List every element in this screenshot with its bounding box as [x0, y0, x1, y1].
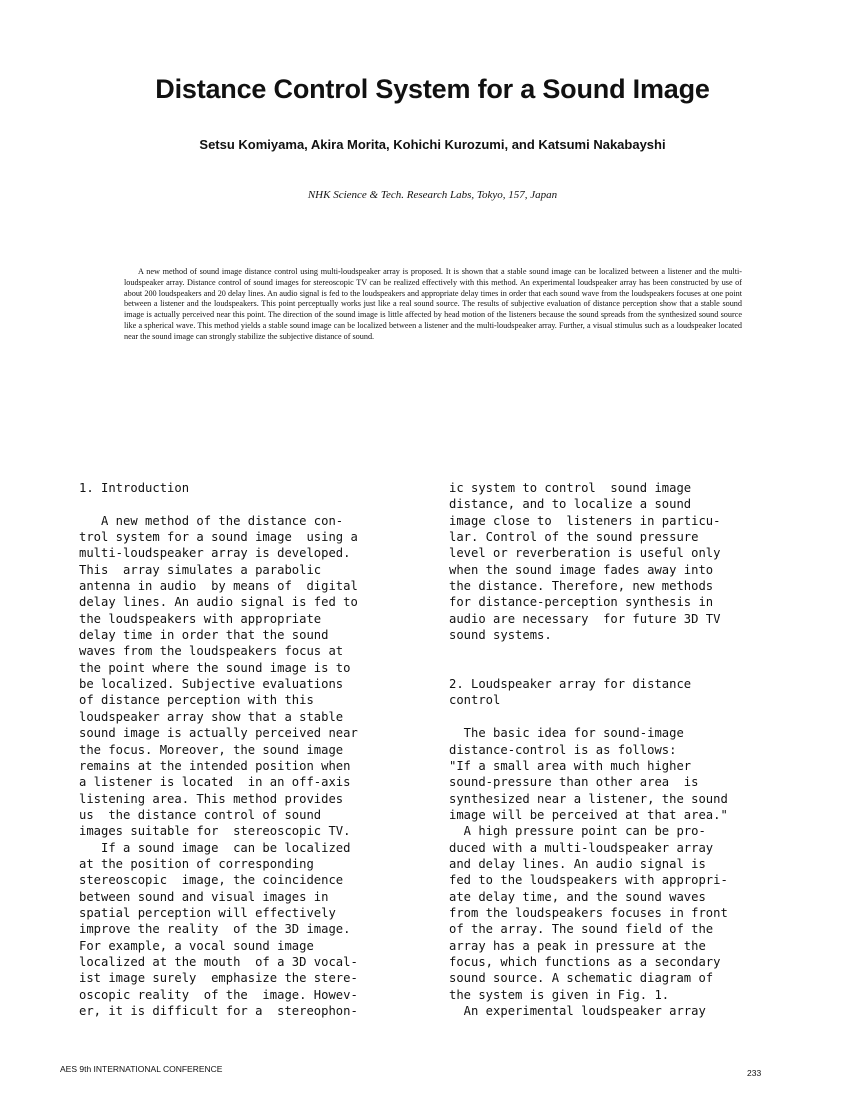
text-line: duced with a multi-loudspeaker array — [449, 840, 714, 855]
text-line: synthesized near a listener, the sound — [449, 791, 728, 806]
text-line: image close to listeners in particu- — [449, 513, 721, 528]
text-line: 2. Loudspeaker array for distance — [449, 677, 692, 692]
text-line: er, it is difficult for a stereophon- — [79, 1004, 358, 1018]
text-line: waves from the loudspeakers focus at — [79, 644, 344, 659]
text-line: the system is given in Fig. 1. — [449, 987, 670, 1002]
text-line: listening area. This method provides — [79, 791, 344, 806]
text-line: us the distance control of sound — [79, 807, 322, 822]
text-line: sound systems. — [449, 628, 552, 643]
text-line: localized at the mouth of a 3D vocal- — [79, 954, 358, 969]
text-line: of the array. The sound field of the — [449, 922, 714, 937]
text-line: spatial perception will effectively — [79, 905, 336, 920]
affiliation: NHK Science & Tech. Research Labs, Tokyo, 157, Japan — [307, 189, 558, 201]
text-line: sound-pressure than other area is — [449, 775, 699, 790]
text-line: An experimental loudspeaker array — [449, 1004, 706, 1018]
text-line — [449, 643, 773, 659]
text-line: when the sound image fades away into — [449, 562, 714, 577]
text-line: the point where the sound image is to — [79, 660, 351, 675]
text-line: a listener is located in an off-axis — [79, 775, 351, 790]
text-line: loudspeaker array show that a stable — [79, 709, 344, 724]
text-line: for distance-perception synthesis in — [449, 595, 714, 610]
text-line: at the position of corresponding — [79, 856, 314, 871]
text-line: the focus. Moreover, the sound image — [79, 742, 344, 757]
text-line: control — [449, 693, 501, 708]
text-line: between sound and visual images in — [79, 889, 329, 904]
left-column — [79, 480, 403, 1019]
text-line: focus, which functions as a secondary — [449, 954, 721, 969]
page-number: 233 — [747, 1068, 762, 1078]
text-line: the loudspeakers with appropriate — [79, 611, 322, 626]
text-line: sound image is actually perceived near — [79, 726, 358, 741]
abstract: A new method of sound image distance control using multi-loudspeaker array is proposed. It is shown that a stable sound image can be localized between a listener and the multi-loudspeaker array. Distance control of sound images for stereoscopic TV can be realized effectively with this method. An experimental loudspeaker array has been constructed by use of about 200 loudspeakers and 20 delay lines. An audio signal is fed to the loudspeakers and appropriate delay times in order that each sound wave from the loudspeakers focuses at one point between a listener and the loudspeakers. This point perceptually works just like a real sound source. The results of subjective evaluation of distance perception show that a stable sound image is actually perceived near this point. The direction of the sound image is little affected by head motion of the listeners because the sound spreads from the synthesized sound source like a spherical wave. This method yields a stable sound image can be localized between a listener and the multi-loudspeaker array. Further, a visual stimulus such as a loudspeaker located near the sound image can strongly stabilize the subjective distance of sound. — [124, 267, 742, 341]
text-line: and delay lines. An audio signal is — [449, 856, 706, 871]
text-line — [449, 660, 773, 676]
text-line: ist image surely emphasize the stere- — [79, 971, 358, 986]
text-line: The basic idea for sound-image — [449, 726, 684, 741]
text-line: level or reverberation is useful only — [449, 546, 721, 561]
text-line: ic system to control sound image — [449, 481, 692, 495]
text-line — [79, 496, 403, 512]
text-line: sound source. A schematic diagram of — [449, 971, 714, 986]
text-line: images suitable for stereoscopic TV. — [79, 824, 351, 839]
paper-title: Distance Control System for a Sound Image — [155, 74, 710, 104]
text-line: delay time in order that the sound — [79, 628, 329, 643]
text-line: audio are necessary for future 3D TV — [449, 611, 721, 626]
text-line: array has a peak in pressure at the — [449, 938, 706, 953]
text-line: distance-control is as follows: — [449, 742, 677, 757]
text-line: lar. Control of the sound pressure — [449, 530, 699, 545]
text-line: remains at the intended position when — [79, 758, 351, 773]
text-line: antenna in audio by means of digital — [79, 579, 358, 594]
text-line: trol system for a sound image using a — [79, 530, 358, 545]
footer-conference: AES 9th INTERNATIONAL CONFERENCE — [60, 1064, 223, 1074]
text-line — [449, 709, 773, 725]
text-line: of distance perception with this — [79, 693, 314, 708]
text-line: If a sound image can be localized — [79, 840, 351, 855]
text-line: oscopic reality of the image. Howev- — [79, 987, 358, 1002]
text-line: distance, and to localize a sound — [449, 497, 692, 512]
text-line: fed to the loudspeakers with appropri- — [449, 873, 728, 888]
text-line: A high pressure point can be pro- — [449, 824, 706, 839]
text-line: "If a small area with much higher — [449, 758, 692, 773]
text-line: For example, a vocal sound image — [79, 938, 314, 953]
text-line: A new method of the distance con- — [79, 513, 344, 528]
text-line: the distance. Therefore, new methods — [449, 579, 714, 594]
text-line: stereoscopic image, the coincidence — [79, 873, 344, 888]
author-list: Setsu Komiyama, Akira Morita, Kohichi Kurozumi, and Katsumi Nakabayshi — [199, 137, 666, 152]
text-line: from the loudspeakers focuses in front — [449, 905, 728, 920]
text-line: This array simulates a parabolic — [79, 562, 322, 577]
right-column — [449, 480, 773, 1019]
text-line: improve the reality of the 3D image. — [79, 922, 351, 937]
text-line: multi-loudspeaker array is developed. — [79, 546, 351, 561]
text-line: 1. Introduction — [79, 481, 190, 495]
text-line: ate delay time, and the sound waves — [449, 889, 706, 904]
text-line: be localized. Subjective evaluations — [79, 677, 344, 692]
text-line: delay lines. An audio signal is fed to — [79, 595, 358, 610]
text-line: image will be perceived at that area." — [449, 807, 728, 822]
